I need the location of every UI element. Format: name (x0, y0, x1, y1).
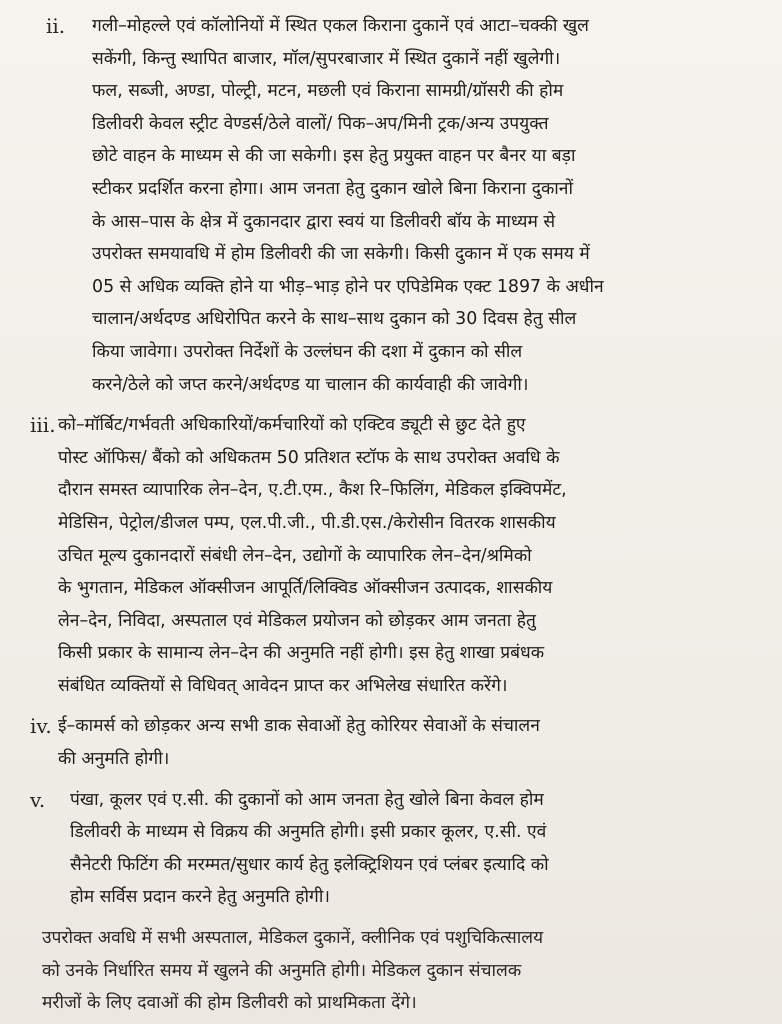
text-line: उचित मूल्य दुकानदारों संबंधी लेन–देन, उद्योगों के व्यापारिक लेन–देन/श्रमिको (58, 545, 532, 566)
clause-marker: iii. (30, 413, 56, 438)
text-line: मेडिसिन, पेट्रोल/डीजल पम्प, एल.पी.जी., पी.डी.एस./केरोसीन वितरक शासकीय (58, 512, 556, 533)
text-line: गली–मोहल्ले एवं कॉलोनियों में स्थित एकल किराना दुकानें एवं आटा–चक्की खुल (92, 16, 589, 36)
clause-iv (30, 710, 752, 775)
text-line: लेन–देन, निविदा, अस्पताल एवं मेडिकल प्रयोजन को छोड़कर आम जनता हेतु (58, 610, 536, 631)
clause-marker: v. (30, 787, 46, 812)
text-line: सकेंगी, किन्तु स्थापित बाजार, मॉल/सुपरबाजार में स्थित दुकानें नहीं खुलेगी। (92, 48, 561, 69)
text-line: मरीजों के लिए दवाओं की होम डिलीवरी को प्राथमिकता देंगे। (42, 993, 417, 1014)
text-line: संबंधित व्यक्तियों से विधिवत् आवेदन प्राप्त कर अभिलेख संधारित करेंगे। (58, 675, 508, 696)
clause-ii (30, 10, 752, 401)
clause-marker: iv. (30, 714, 52, 739)
text-line: किया जावेगा। उपरोक्त निर्देशों के उल्लंघन की दशा में दुकान को सील (92, 341, 523, 362)
text-line: के आस–पास के क्षेत्र में दुकानदार द्वारा स्वयं या डिलीवरी बॉय के माध्यम से (92, 211, 556, 232)
text-line: सैनेटरी फिटिंग की मरम्मत/सुधार कार्य हेतु इलेक्ट्रिशियन एवं प्लंबर इत्यादि को (70, 854, 549, 875)
clause-iii (30, 409, 752, 702)
text-line: के भुगतान, मेडिकल ऑक्सीजन आपूर्ति/लिक्विड ऑक्सीजन उत्पादक, शासकीय (58, 578, 553, 599)
clause-v (30, 784, 752, 914)
text-line: करने/ठेले को जप्त करने/अर्थदण्ड या चालान की कार्यवाही की जावेगी। (92, 374, 529, 395)
text-line: को–मॉर्बिट/गर्भवती अधिकारियों/कर्मचारियों को एक्टिव ड्यूटी से छुट देते हुए (58, 415, 526, 436)
text-line: 05 से अधिक व्यक्ति होने या भीड़–भाड़ होने पर एपिडेमिक एक्ट 1897 के अधीन (92, 276, 604, 297)
clause-marker: ii. (46, 14, 66, 38)
text-line: किसी प्रकार के सामान्य लेन–देन की अनुमति नहीं होगी। इस हेतु शाखा प्रबंधक (58, 643, 545, 664)
text-line: पोस्ट ऑफिस/ बैंको को अधिकतम 50 प्रतिशत स्टॉफ के साथ उपरोक्त अवधि के (58, 447, 560, 468)
text-line: फल, सब्जी, अण्डा, पोल्ट्री, मटन, मछली एवं किराना सामग्री/ग्रॉसरी की होम (92, 81, 564, 102)
text-line: उपरोक्त समयावधि में होम डिलीवरी की जा सकेगी। किसी दुकान में एक समय में (92, 244, 590, 265)
text-line: उपरोक्त अवधि में सभी अस्पताल, मेडिकल दुकानें, क्लीनिक एवं पशुचिकित्सालय (42, 928, 544, 949)
text-line: छोटे वाहन के माध्यम से की जा सकेगी। इस हेतु प्रयुक्त वाहन पर बैनर या बड़ा (92, 146, 576, 167)
text-line: ई–कामर्स को छोड़कर अन्य सभी डाक सेवाओं हेतु कोरियर सेवाओं के संचालन (58, 716, 540, 737)
text-line: दौरान समस्त व्यापारिक लेन–देन, ए.टी.एम., कैश रि–फिलिंग, मेडिकल इक्विपमेंट, (58, 480, 567, 501)
text-line: होम सर्विस प्रदान करने हेतु अनुमति होगी। (70, 887, 330, 908)
closing-paragraph (30, 922, 752, 1020)
text-line: को उनके निर्धारित समय में खुलने की अनुमति होगी। मेडिकल दुकान संचालक (42, 960, 522, 981)
text-line: डिलीवरी के माध्यम से विक्रय की अनुमति होगी। इसी प्रकार कूलर, ए.सी. एवं (70, 822, 547, 843)
text-line: पंखा, कूलर एवं ए.सी. की दुकानों को आम जनता हेतु खोले बिना केवल होम (70, 789, 544, 810)
text-line: डिलीवरी केवल स्ट्रीट वेण्डर्स/ठेले वालों/ पिक–अप/मिनी ट्रक/अन्य उपयुक्त (92, 113, 549, 134)
clause-text (58, 710, 752, 775)
clause-text (70, 784, 752, 914)
text-line: की अनुमति होगी। (58, 749, 170, 770)
text-line: चालान/अर्थदण्ड अधिरोपित करने के साथ–साथ दुकान को 30 दिवस हेतु सील (92, 309, 577, 330)
clause-text (90, 10, 752, 401)
text-line: स्टीकर प्रदर्शित करना होगा। आम जनता हेतु दुकान खोले बिना किराना दुकानों (92, 178, 573, 199)
clause-text (58, 409, 752, 702)
